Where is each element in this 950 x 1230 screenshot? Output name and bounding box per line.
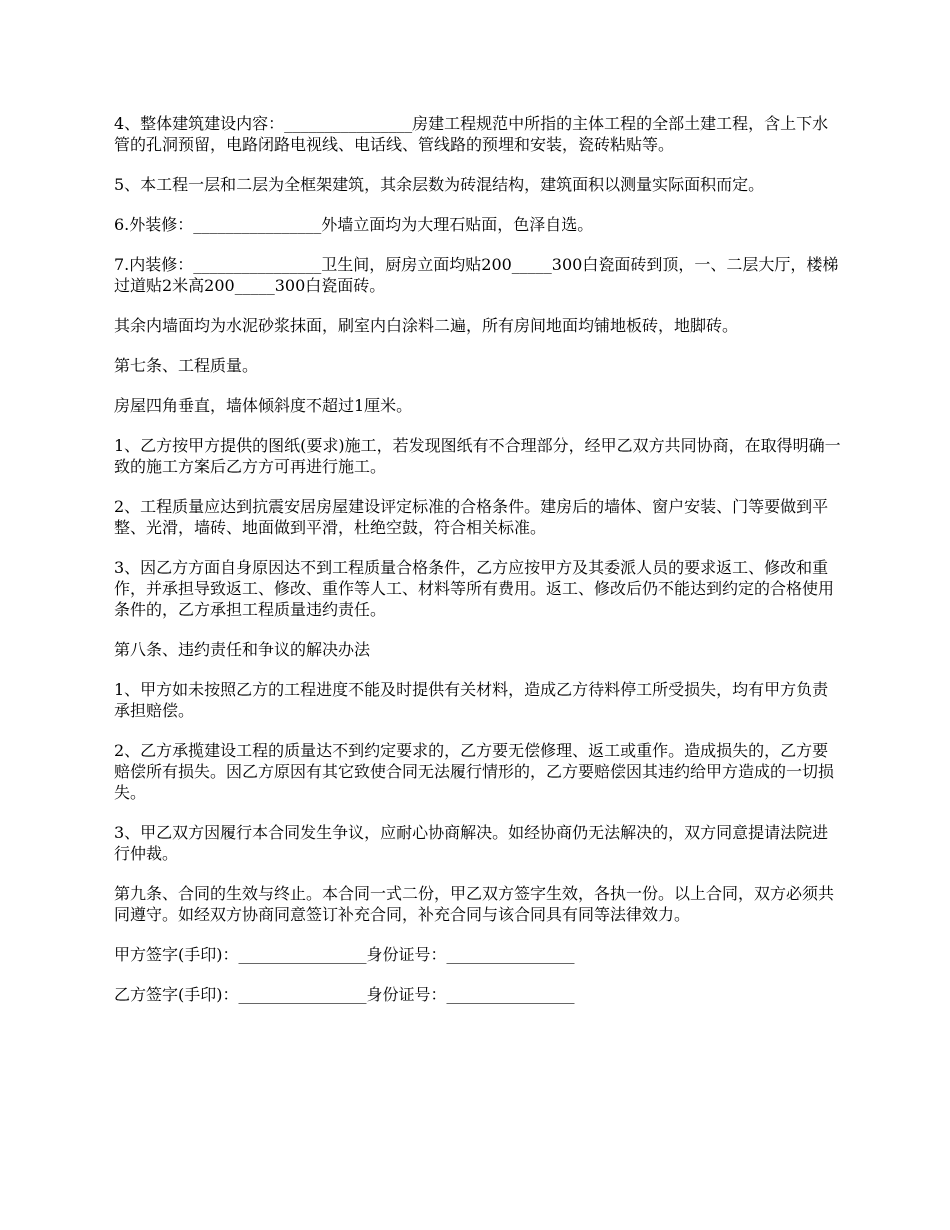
liability-item-3: 3、甲乙双方因履行本合同发生争议，应耐心协商解决。如经协商仍无法解决的，双方同意提请法院进行仲裁。 bbox=[114, 823, 829, 863]
clause-4-construction-content: 4、整体建筑建设内容：________________房建工程规范中所指的主体工程的全部土建工程，含上下水管的孔洞预留，电路闭路电视线、电话线、管线路的预埋和安装，瓷砖粘贴等。 bbox=[114, 114, 829, 154]
quality-item-1: 1、乙方按甲方提供的图纸(要求)施工，若发现图纸有不合理部分，经甲乙双方共同协商，在取得明确一致的施工方案后乙方方可再进行施工。 bbox=[114, 436, 841, 476]
quality-item-3: 3、因乙方方面自身原因达不到工程质量合格条件，乙方应按甲方及其委派人员的要求返工、修改和重作，并承担导致返工、修改、重作等人工、材料等所有费用。返工、修改后仍不能达到约定的合格使用条件的，乙方承担工程质量违约责任。 bbox=[114, 558, 835, 619]
article-9-paragraph: 第九条、合同的生效与终止。本合同一式二份，甲乙双方签字生效，各执一份。以上合同，双方必须共同遵守。如经双方协商同意签订补充合同，补充合同与该合同具有同等法律效力。 bbox=[114, 884, 835, 924]
quality-verticality-paragraph: 房屋四角垂直，墙体倾斜度不超过1厘米。 bbox=[114, 396, 413, 415]
clause-6-exterior-decoration: 6.外装修：________________外墙立面均为大理石贴面，色泽自选。 bbox=[114, 215, 594, 234]
liability-item-2: 2、乙方承揽建设工程的质量达不到约定要求的，乙方要无偿修理、返工或重作。造成损失的，乙方要赔偿所有损失。因乙方原因有其它致使合同无法履行情形的，乙方要赔偿因其违约给甲方造成的一切损失。 bbox=[114, 741, 835, 802]
article-8-heading: 第八条、违约责任和争议的解决办法 bbox=[114, 640, 371, 659]
clause-7-interior-decoration: 7.内装修：________________卫生间，厨房立面均贴200_____300白瓷面砖到顶，一、二层大厅，楼梯过道贴2米高200_____300白瓷面砖。 bbox=[114, 255, 839, 295]
liability-item-1: 1、甲方如未按照乙方的工程进度不能及时提供有关材料，造成乙方待料停工所受损失，均有甲方负责承担赔偿。 bbox=[114, 680, 829, 720]
article-7-heading: 第七条、工程质量。 bbox=[114, 356, 259, 375]
quality-item-2: 2、工程质量应达到抗震安居房屋建设评定标准的合格条件。建房后的墙体、窗户安装、门等要做到平整、光滑，墙砖、地面做到平滑，杜绝空鼓，符合相关标准。 bbox=[114, 497, 829, 537]
document-body bbox=[114, 113, 844, 1024]
interior-walls-paragraph: 其余内墙面均为水泥砂浆抹面，刷室内白涂料二遍，所有房间地面均铺地板砖，地脚砖。 bbox=[114, 316, 739, 335]
party-b-signature-line: 乙方签字(手印)：________________身份证号：________________ bbox=[114, 985, 575, 1004]
party-a-signature-line: 甲方签字(手印)：________________身份证号：________________ bbox=[114, 945, 575, 964]
clause-5-structure: 5、本工程一层和二层为全框架建筑，其余层数为砖混结构，建筑面积以测量实际面积而定。 bbox=[114, 175, 765, 194]
